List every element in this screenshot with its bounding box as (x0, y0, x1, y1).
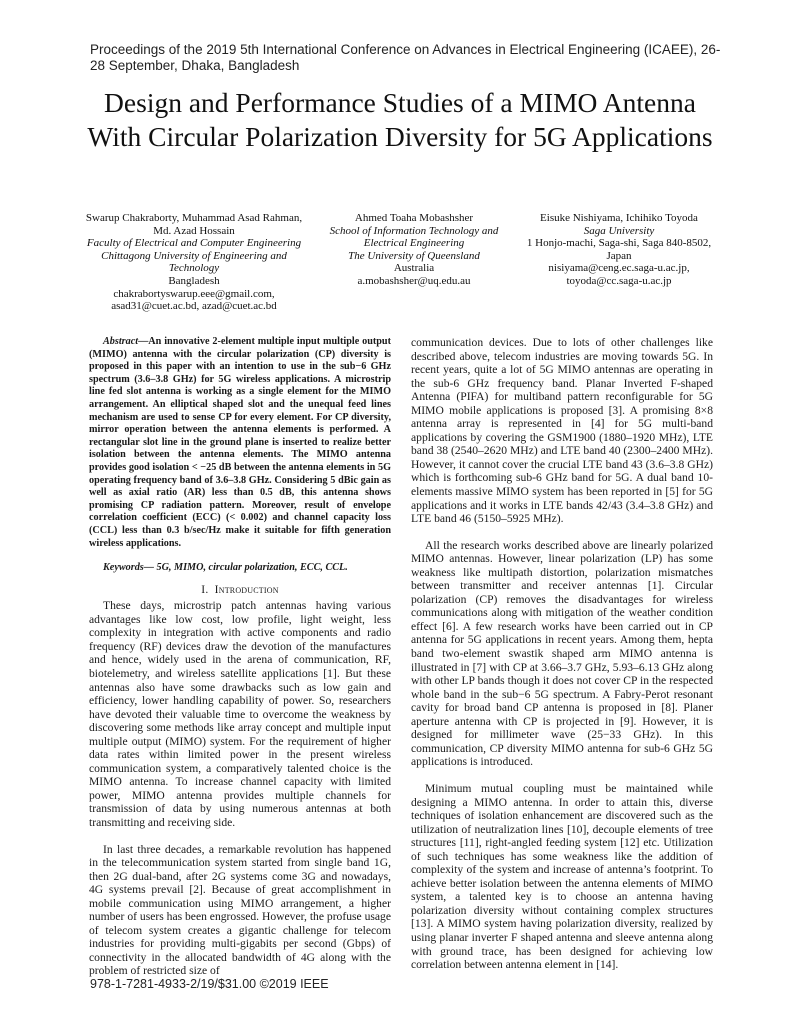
author-country: Bangladesh (168, 274, 220, 287)
right-column (411, 336, 713, 972)
author-email: toyoda@cc.saga-u.ac.jp (566, 274, 672, 287)
author-affiliation: The University of Queensland (348, 249, 480, 262)
section-title: Introduction (214, 582, 279, 596)
author-country: Japan (606, 249, 632, 262)
paper-title: Design and Performance Studies of a MIMO Antenna With Circular Polarization Diversity for 5G Applications (87, 87, 713, 152)
author-address: 1 Honjo-machi, Saga-shi, Saga 840-8502, (526, 237, 712, 250)
author-affiliation: Saga University (583, 224, 655, 237)
keywords-label: Keywords— (103, 562, 154, 574)
author-affiliation: Technology (168, 262, 220, 275)
section-heading (89, 583, 391, 597)
author-names: Eisuke Nishiyama, Ichihiko Toyoda (540, 212, 698, 224)
author-country: Australia (393, 262, 435, 275)
author-affiliation: Chittagong University of Engineering and (101, 249, 287, 262)
author-email: asad31@cuet.ac.bd, azad@cuet.ac.bd (111, 300, 277, 313)
keywords (89, 562, 391, 575)
left-column (89, 336, 391, 978)
abstract-dash: — (138, 336, 149, 347)
copyright-footer: 978-1-7281-4933-2/19/$31.00 ©2019 IEEE (90, 977, 329, 991)
author-names: Md. Azad Hossain (153, 224, 235, 237)
body-paragraph: communication devices. Due to lots of other challenges like described above, telecom industries are moving towards 5G. In recent years, quite a lot of 5G MIMO antennas are operating in the sub-6 GHz frequency band. Planar Inverted F-shaped Antenna (PIFA) for multiband pattern reconfigurable for 5G MIMO mobile applications is proposed [3]. A promising 8×8 antenna array is represented in [4] for 5G multi-band applications by covering the GSM1900 (1880–1920 MHz), LTE band 38 (2540–2620 MHz) and LTE band 40 (2300–2400 MHz). However, it cannot cover the crucial LTE band 43 (3.6–3.8 GHz) which is forthcoming sub-6 GHz band for 5G. A dual band 10-elements massive MIMO system has been reported in [5] for 5G applications and it works in LTE bands 42/43 (3.4–3.8 GHz) and LTE band 46 (5150–5925 MHz). (411, 336, 713, 526)
proceedings-header: Proceedings of the 2019 5th International Conference on Advances in Electrical Engineering (ICAEE), 26-28 September, Dhaka, Bangladesh (90, 42, 721, 73)
section-number: I. (201, 582, 209, 596)
author-email: nisiyama@ceng.ec.saga-u.ac.jp, (548, 262, 690, 275)
abstract-label: Abstract (103, 336, 139, 347)
keywords-text: 5G, MIMO, circular polarization, ECC, CCL. (153, 562, 348, 574)
author-block-saga (514, 212, 724, 288)
body-paragraph: These days, microstrip patch antennas having various advantages like low cost, low profile, light weight, less complexity in integration with active components and radio frequency (RF) devices draw the devotion of the manufactures and hence, widely used in the arena of communication, RF, biotelemetry, and wireless satellite applications [1]. But these antennas also have some drawbacks such as low gain and efficiency, lower handling capability of power. So, researchers have devoted their valuable time to overcome the weakness by discovering some methods like array concept and multiple input multiple output (MIMO) system. For the requirement of higher data rates within limited power in the present wireless communication system, a comparatively talented choice is the MIMO antenna. To increase channel capacity with limited power, MIMO antenna provides multiple channels for transmission of data by using numerous antennas at both transmitting and receiving side. (89, 599, 391, 829)
author-block-cuet (78, 212, 310, 313)
author-names: Ahmed Toaha Mobashsher (354, 212, 474, 224)
body-paragraph: In last three decades, a remarkable revolution has happened in the telecommunication system started from single band 1G, then 2G dual-band, after 2G systems come 3G and nowadays, 4G systems prevail [2]. Because of great accomplishment in mobile communication using MIMO arrangement, a higher number of users has been engrossed. However, the profuse usage of telecom system creates a gigantic challenge for telecom industries for providing multi-gigabits per second (Gbps) of connectivity in the allocated bandwidth of 4G along with the problem of restricted size of (89, 842, 391, 978)
author-affiliation: School of Information Technology and (329, 224, 499, 237)
author-block-uq (322, 212, 506, 288)
abstract-text: An innovative 2-element multiple input multiple output (MIMO) antenna with the circular polarization (CP) diversity is proposed in this paper with an intention to use in the sub−6 GHz spectrum (3.6–3.8 GHz) for 5G wireless applications. A microstrip line fed slot antenna is working as a single element for the MIMO arrangement. An elliptical shaped slot and the unequal feed lines mechanism are used to sense CP for every element. For CP diversity, mirror operation between the antenna elements is performed. A rectangular slot line in the ground plane is inserted to realize better isolation between the antenna elements. The MIMO antenna provides good isolation < −25 dB between the antenna elements in 5G operating frequency band of 3.6–3.8 GHz. Considering 5 dBic gain as well as axial ratio (AR) less than 0.5 dB, this antenna shows promising CP radiation pattern. Moreover, result of envelope correlation coefficient (ECC) (< 0.002) and channel capacity loss (CCL) less than 0.3 b/sec/Hz make it suitable for fifth generation wireless applications. (89, 336, 391, 549)
body-paragraph: All the research works described above are linearly polarized MIMO antennas. However, linear polarization (LP) has some weakness like multipath distortion, polarization mismatches between transmitter and receiver antennas [1]. Circular polarization (CP) removes the disadvantages for wireless communications along with mitigation of the weather condition effect [6]. A few research works have been carried out in CP antenna for 5G applications in recent years. Among them, hepta band two-element swastik shaped arm MIMO antenna is illustrated in [7] with CP at 3.66–3.7 GHz, 5.93–6.13 GHz along with other LP bands though it does not cover CP in the respected whole band in the sub−6 5G spectrum. A Fabry-Perot resonant cavity for broad band CP antenna is proposed in [8]. Planer aperture antenna with CP is projected in [9]. However, it is designed for millimeter wave (25−33 GHz). In this communication, CP diversity MIMO antenna for sub-6 GHz 5G applications is introduced. (411, 538, 713, 769)
body-paragraph: Minimum mutual coupling must be maintained while designing a MIMO antenna. In order to attain this, diverse techniques of isolation enhancement are discovered such as the utilization of neutralization lines [10], decouple elements of tree structures [11], right-angled feeding system [12] etc. Utilization of such techniques has some weakness like the addition of complexity of the system and increase of antenna’s footprint. To achieve better isolation between the antenna elements of MIMO system, a talented key is to choose an antenna having polarization diversity without containing complex structures [13]. A MIMO system having polarization diversity, realized by using planar inverter F shaped antenna and sleeve antenna along with ground trace, has been designed for achieving low correlation between antenna element in [14]. (411, 781, 713, 972)
author-email: chakrabortyswarup.eee@gmail.com, (113, 287, 275, 300)
author-affiliation: Electrical Engineering (363, 237, 465, 250)
author-names: Swarup Chakraborty, Muhammad Asad Rahman, (85, 212, 303, 224)
author-affiliation: Faculty of Electrical and Computer Engineering (86, 237, 302, 250)
abstract (89, 336, 391, 550)
author-email: a.mobashsher@uq.edu.au (357, 274, 471, 287)
